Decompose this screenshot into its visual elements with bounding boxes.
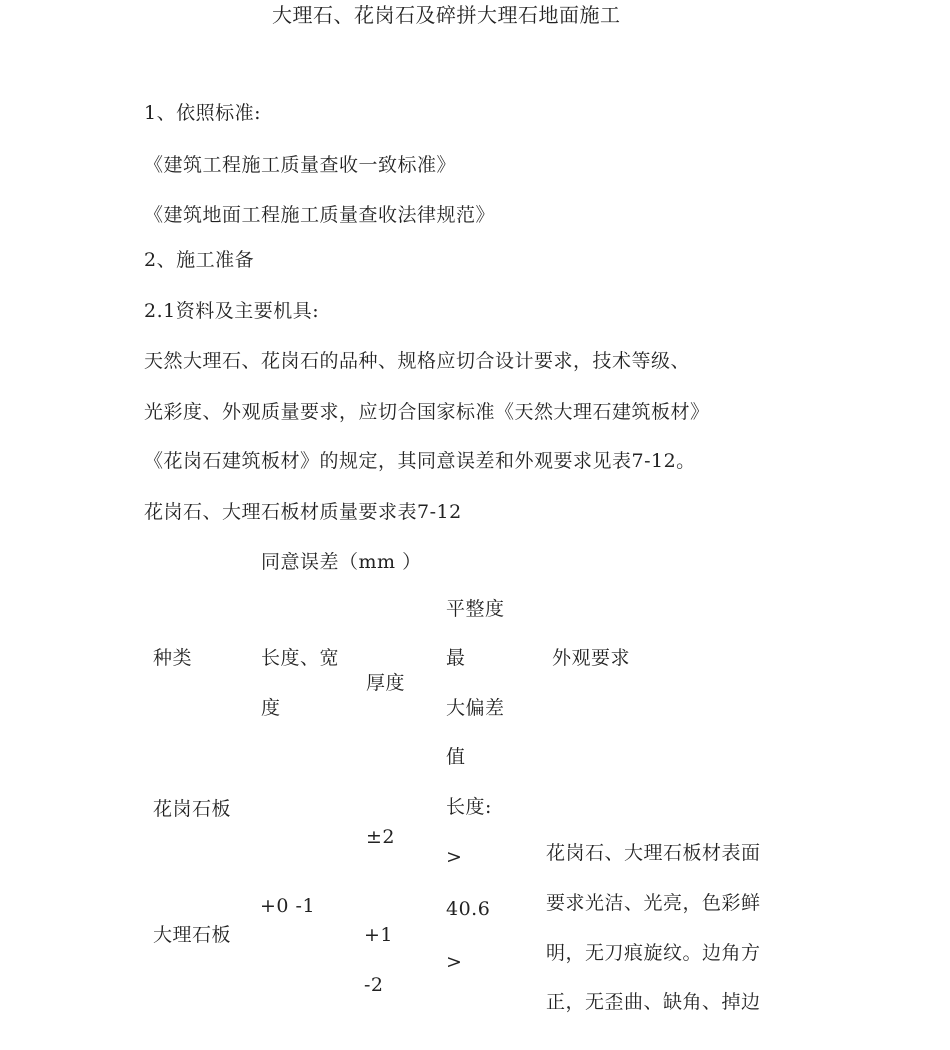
table-caption: 花岗石、大理石板材质量要求表7-12 <box>144 501 462 523</box>
header-length-width-cont: 度 <box>261 697 281 719</box>
appearance-line-4: 正，无歪曲、缺角、掉边 <box>546 991 761 1013</box>
flatness-value-2: > <box>446 846 463 868</box>
header-flatness-cont-2: 大偏差 <box>446 697 505 719</box>
flatness-value-4: > <box>446 951 463 973</box>
flatness-value-1: 长度: <box>446 796 492 818</box>
header-flatness-cont-3: 值 <box>446 746 466 768</box>
paragraph-body-2: 光彩度、外观质量要求，应切合国家标准《天然大理石建筑板材》 <box>144 401 710 423</box>
header-flatness: 平整度 <box>446 598 505 620</box>
row-marble-thickness-plus: +1 <box>364 924 394 946</box>
paragraph-section-2: 2、施工准备 <box>144 249 255 271</box>
table-group-header: 同意误差（mm ） <box>261 551 422 573</box>
appearance-line-1: 花岗石、大理石板材表面 <box>546 842 761 864</box>
row-granite-type: 花岗石板 <box>153 798 232 820</box>
header-thickness: 厚度 <box>366 672 406 694</box>
header-type: 种类 <box>153 647 193 669</box>
row-granite-thickness: ±2 <box>366 826 396 848</box>
row-marble-thickness-minus: -2 <box>364 974 384 996</box>
paragraph-section-2-1: 2.1资料及主要机具: <box>144 300 320 322</box>
row-marble-length-width: +0 -1 <box>260 895 316 917</box>
header-appearance: 外观要求 <box>552 647 631 669</box>
paragraph-body-1: 天然大理石、花岗石的品种、规格应切合设计要求，技术等级、 <box>144 350 691 372</box>
paragraph-body-3: 《花岗石建筑板材》的规定，其同意误差和外观要求见表7-12。 <box>144 450 696 472</box>
paragraph-standard-2: 《建筑地面工程施工质量查收法律规范》 <box>144 204 496 226</box>
appearance-line-2: 要求光洁、光亮，色彩鲜 <box>546 892 761 914</box>
header-flatness-cont-1: 最 <box>446 647 466 669</box>
flatness-value-3: 40.6 <box>446 898 491 920</box>
header-length-width: 长度、宽 <box>261 647 340 669</box>
paragraph-standard-1: 《建筑工程施工质量查收一致标准》 <box>144 154 457 176</box>
paragraph-basis: 1、依照标准: <box>144 102 261 124</box>
appearance-line-3: 明，无刀痕旋纹。边角方 <box>546 942 761 964</box>
row-marble-type: 大理石板 <box>153 924 232 946</box>
document-title: 大理石、花岗石及碎拼大理石地面施工 <box>272 3 621 27</box>
